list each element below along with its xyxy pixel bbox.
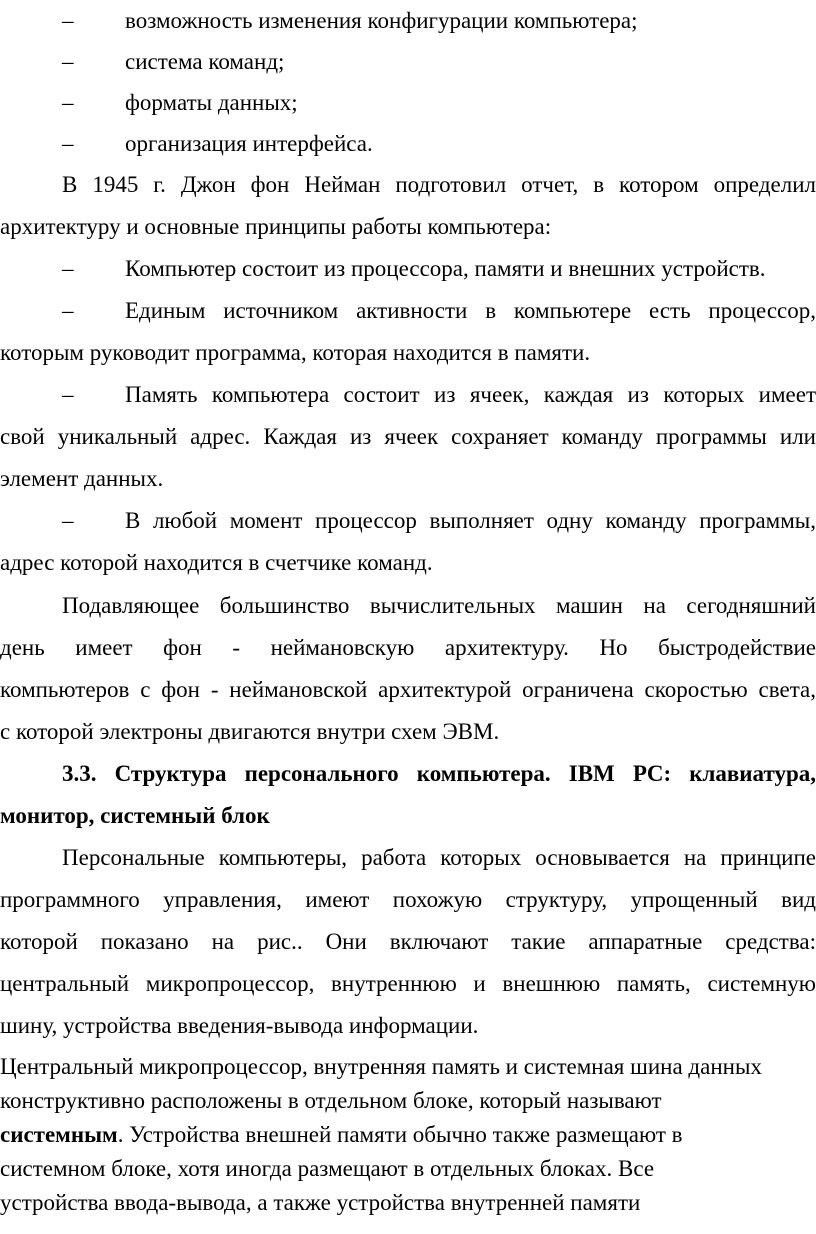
- paragraph-line: В 1945 г. Джон фон Нейман подготовил отчет, в котором определил: [62, 172, 816, 197]
- principle-item: [0, 374, 816, 416]
- paragraph-line: системном блоке, хотя иногда размещают в отдельных блоках. Все: [0, 1156, 655, 1181]
- list-item: [0, 123, 816, 165]
- dash-bullet: –: [62, 298, 74, 323]
- paragraph-text: . Устройства внешней памяти обычно также размещают в: [117, 1122, 683, 1147]
- paragraph-line: архитектуру и основные принципы работы компьютера:: [0, 214, 552, 239]
- list-item: [0, 82, 816, 124]
- list-item-text: система команд;: [125, 49, 285, 74]
- paragraph-line: адрес которой находится в счетчике команд.: [0, 550, 433, 575]
- dash-bullet: –: [62, 8, 74, 33]
- list-item-text: форматы данных;: [125, 90, 298, 115]
- dash-bullet: –: [62, 131, 74, 156]
- paragraph-line: конструктивно расположены в отдельном блоке, который называют: [0, 1088, 662, 1113]
- dash-bullet: –: [62, 508, 74, 533]
- paragraph-line: которым руководит программа, которая находится в памяти.: [0, 340, 591, 365]
- section-heading: 3.3. Структура персонального компьютера. IBM PC: клавиатура,: [62, 761, 816, 786]
- paragraph-line: [0, 1118, 816, 1152]
- principle-text: Память компьютера состоит из ячеек, каждая из которых имеет: [125, 382, 816, 407]
- paragraph-line: день имеет фон - неймановскую архитектуру. Но быстродействие: [0, 635, 816, 660]
- bold-term: системным: [0, 1122, 118, 1147]
- list-item-text: возможность изменения конфигурации компьютера;: [125, 8, 638, 33]
- dash-bullet: –: [62, 256, 74, 281]
- paragraph-line: с которой электроны двигаются внутри схем ЭВМ.: [0, 719, 500, 744]
- principle-item: [0, 290, 816, 332]
- paragraph-line: свой уникальный адрес. Каждая из ячеек сохраняет команду программы или: [0, 424, 816, 449]
- dash-bullet: –: [62, 382, 74, 407]
- principle-item: [0, 248, 816, 290]
- list-item-text: организация интерфейса.: [125, 131, 373, 156]
- paragraph-line: устройства ввода-вывода, а также устройства внутренней памяти: [0, 1190, 641, 1215]
- principle-text: Компьютер состоит из процессора, памяти и внешних устройств.: [125, 256, 766, 281]
- paragraph-line: Персональные компьютеры, работа которых основывается на принципе: [62, 845, 816, 870]
- list-item: [0, 41, 816, 83]
- principle-text: В любой момент процессор выполняет одну команду программы,: [125, 508, 816, 533]
- section-heading: монитор, системный блок: [0, 803, 270, 828]
- paragraph-line: Подавляющее большинство вычислительных машин на сегодняшний: [62, 593, 816, 618]
- paragraph-line: центральный микропроцессор, внутреннюю и внешнюю память, системную: [0, 971, 816, 996]
- paragraph-line: Центральный микропроцессор, внутренняя память и системная шина данных: [0, 1054, 762, 1079]
- list-item: [0, 0, 816, 42]
- paragraph-line: шину, устройства введения-вывода информации.: [0, 1013, 479, 1038]
- paragraph-line: элемент данных.: [0, 466, 164, 491]
- dash-bullet: –: [62, 49, 74, 74]
- principle-item: [0, 500, 816, 542]
- dash-bullet: –: [62, 90, 74, 115]
- paragraph-line: компьютеров с фон - неймановской архитектурой ограничена скоростью света,: [0, 677, 816, 702]
- paragraph-line: которой показано на рис.. Они включают такие аппаратные средства:: [0, 929, 816, 954]
- paragraph-line: программного управления, имеют похожую структуру, упрощенный вид: [0, 887, 816, 912]
- principle-text: Единым источником активности в компьютере есть процессор,: [125, 298, 816, 323]
